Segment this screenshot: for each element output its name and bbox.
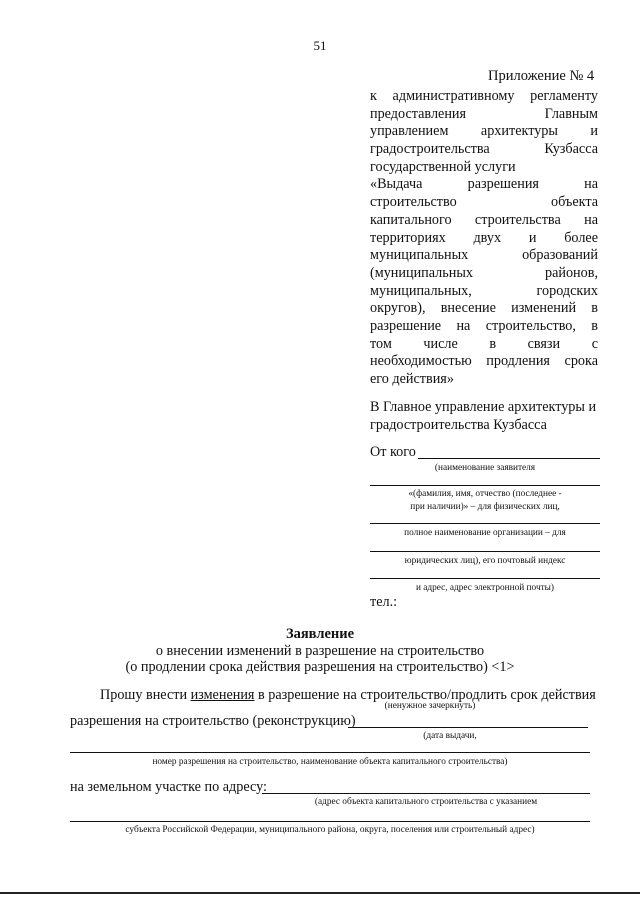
addressee: В Главное управление архитектуры и градостроительства Кузбасса <box>370 399 597 433</box>
appendix-line: разрешение на строительство, в <box>370 317 598 334</box>
applicant-caption: «(фамилия, имя, отчество (последнее - <box>408 489 562 499</box>
statement-title: Заявление <box>285 626 355 642</box>
permit-number-caption: номер разрешения на строительство, наименование объекта капитального строительства) <box>152 757 508 767</box>
appendix-line: муниципальных, городских <box>370 282 598 299</box>
appendix-line: государственной услуги <box>370 158 516 175</box>
appendix-line: территориях двух и более <box>370 229 598 246</box>
page-number: 51 <box>313 38 327 53</box>
land-address-line[interactable] <box>262 793 590 794</box>
statement-subtitle: о внесении изменений в разрешение на строительство <box>155 643 485 659</box>
organization-line[interactable] <box>370 523 600 524</box>
permit-number-line[interactable] <box>70 752 590 753</box>
from-input-line[interactable] <box>418 444 600 459</box>
statement-subtitle: (о продлении срока действия разрешения на строительство) <1> <box>125 659 515 675</box>
from-row <box>370 444 600 462</box>
date-caption: (дата выдачи, <box>423 731 477 741</box>
appendix-line: том числе в связи с <box>370 335 598 352</box>
appendix-line: к административному регламенту <box>370 88 598 104</box>
postal-caption: юридических лиц), его почтовый индекс <box>404 556 566 566</box>
date-line[interactable] <box>348 727 588 728</box>
appendix-line: капитального строительства на <box>370 211 598 228</box>
appendix-line: «Выдача разрешения на <box>370 176 598 193</box>
address-caption: и адрес, адрес электронной почты) <box>415 583 555 593</box>
request-prefix: Прошу внести <box>100 687 191 703</box>
postal-line[interactable] <box>370 551 600 552</box>
address-line[interactable] <box>370 578 600 579</box>
permit-text: разрешения на строительство (реконструкцию) <box>70 713 356 729</box>
bottom-rule <box>0 892 640 894</box>
appendix-text <box>370 88 598 389</box>
tel-label: тел.: <box>370 594 398 610</box>
from-label: От кого <box>370 444 416 460</box>
appendix-line: управлением архитектуры и <box>370 123 598 140</box>
land-address-caption: (адрес объекта капитального строительства с указанием <box>314 797 538 807</box>
land-plot-text: на земельном участке по адресу: <box>70 779 267 795</box>
appendix-line: градостроительства Кузбасса <box>370 141 598 158</box>
from-caption: (наименование заявителя <box>434 463 536 473</box>
request-changes: изменения <box>190 687 255 703</box>
applicant-line[interactable] <box>370 485 600 486</box>
subject-line[interactable] <box>70 821 590 822</box>
appendix-line: предоставления Главным <box>370 105 598 122</box>
organization-caption: полное наименование организации – для <box>404 528 566 538</box>
appendix-title: Приложение № 4 <box>488 68 595 84</box>
appendix-line: (муниципальных районов, <box>370 264 598 281</box>
subject-caption: субъекта Российской Федерации, муниципального района, округа, поселения или строительный адрес) <box>125 825 535 835</box>
strike-caption: (ненужное зачеркнуть) <box>384 701 476 711</box>
appendix-line: муниципальных образований <box>370 247 598 264</box>
request-line <box>100 687 596 704</box>
appendix-line: его действия» <box>370 371 454 387</box>
appendix-line: округов), внесение изменений в <box>370 300 598 317</box>
appendix-line: необходимостью продления срока <box>370 353 598 370</box>
applicant-caption: при наличии)» – для физических лиц, <box>410 502 560 512</box>
appendix-line: строительство объекта <box>370 194 598 211</box>
request-suffix: в разрешение на строительство/продлить срок действия <box>254 687 596 703</box>
